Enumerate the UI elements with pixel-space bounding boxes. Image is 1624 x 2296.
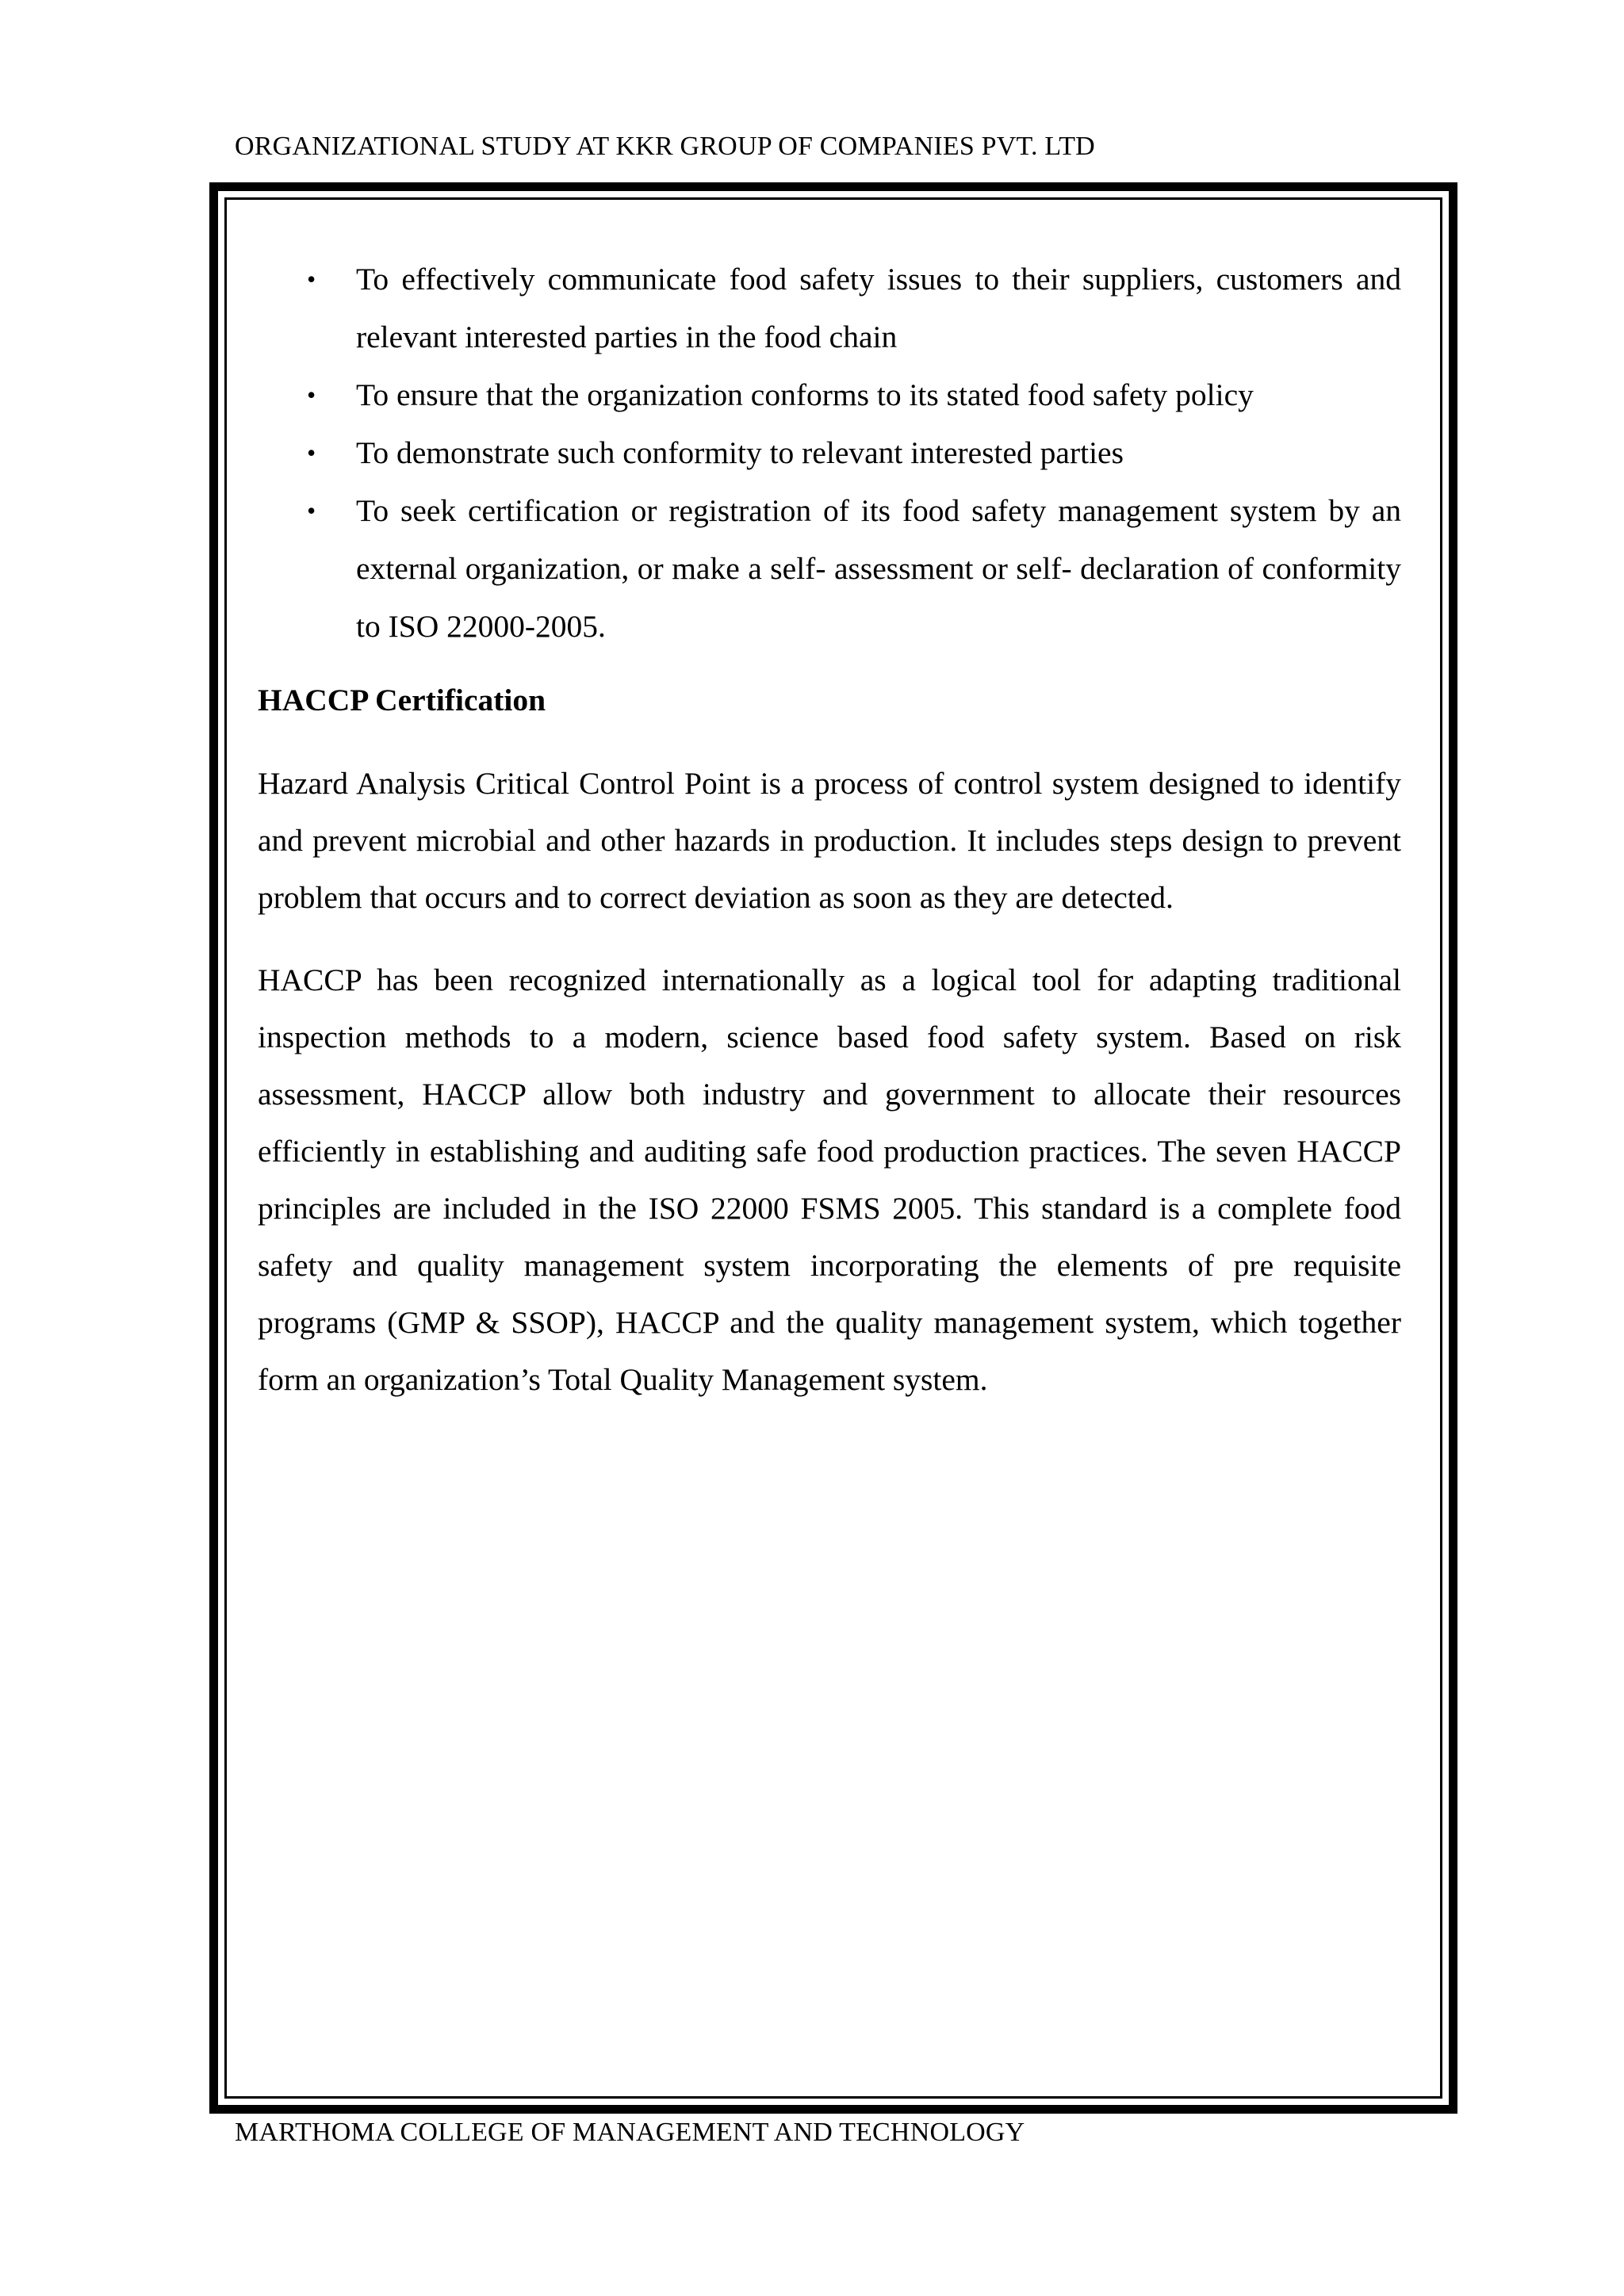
- paragraph: HACCP has been recognized internationally as a logical tool for adapting traditional inspection methods to a modern, science based food safety system. Based on risk assessment, HACCP allow both industry and government to allocate their resources efficiently in establishing and auditing safe food production practices. The seven HACCP principles are included in the ISO 22000 FSMS 2005. This standard is a complete food safety and quality management system incorporating the elements of pre requisite programs (GMP & SSOP), HACCP and the quality management system, which together form an organization’s Total Quality Management system.: [258, 962, 1401, 1397]
- section-heading: HACCP Certification: [258, 683, 546, 718]
- bullet-icon: •: [307, 438, 316, 467]
- page-header: ORGANIZATIONAL STUDY AT KKR GROUP OF COMPANIES PVT. LTD: [235, 132, 1095, 161]
- page-footer: MARTHOMA COLLEGE OF MANAGEMENT AND TECHNOLOGY: [235, 2118, 1025, 2147]
- list-item: [258, 482, 1401, 656]
- paragraph: Hazard Analysis Critical Control Point is a process of control system designed to identify and prevent microbial and other hazards in production. It includes steps design to prevent problem that occurs and to correct deviation as soon as they are detected.: [258, 766, 1401, 915]
- list-item: [258, 251, 1401, 366]
- list-item-text: To seek certification or registration of its food safety management system by an external organization, or make a self- assessment or self- declaration of conformity to ISO 22000-2005.: [356, 493, 1401, 644]
- bullet-icon: •: [307, 496, 316, 525]
- list-item-text: To effectively communicate food safety issues to their suppliers, customers and relevant interested parties in the food chain: [356, 262, 1401, 354]
- list-item-text: To ensure that the organization conforms to its stated food safety policy: [356, 377, 1254, 412]
- list-item: [258, 366, 1401, 424]
- objectives-list: [258, 251, 1401, 656]
- list-item-text: To demonstrate such conformity to relevant interested parties: [356, 435, 1124, 470]
- list-item: [258, 424, 1401, 482]
- page-content: [258, 251, 1401, 1408]
- bullet-icon: •: [307, 381, 316, 409]
- bullet-icon: •: [307, 265, 316, 293]
